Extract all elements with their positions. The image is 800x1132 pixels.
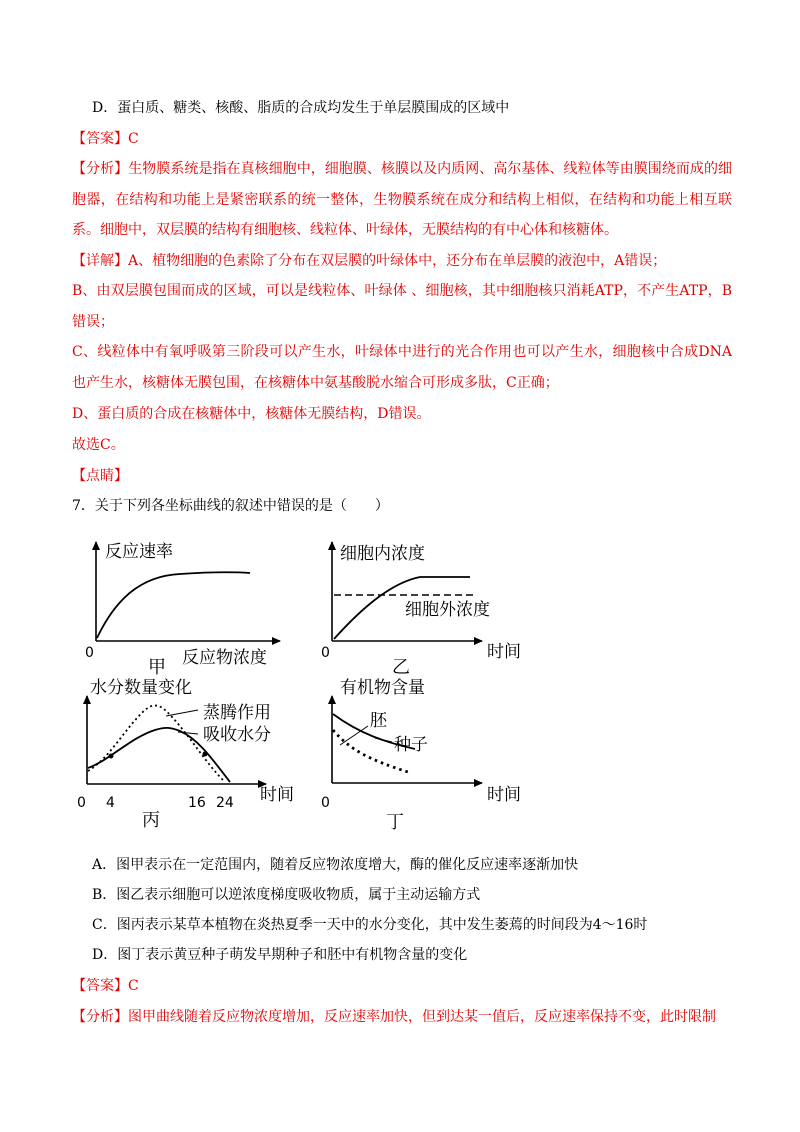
q7-stem: 7．关于下列各坐标曲线的叙述中错误的是（ ） (72, 498, 389, 514)
answer-value: C (128, 131, 139, 147)
bing-y-label: 水分数量变化 (90, 678, 192, 698)
analysis-tag: 【分析】 (72, 1009, 128, 1025)
detail-tag: 【详解】 (72, 253, 128, 269)
yi-origin: 0 (321, 645, 330, 661)
bing-series1-label: 蒸腾作用 (203, 703, 271, 723)
q7-option-a: A．图甲表示在一定范围内，随着反应物浓度增大，酶的催化反应速率逐渐加快 (92, 857, 579, 873)
yi-x-label: 时间 (487, 642, 521, 662)
yi-y-label: 细胞内浓度 (340, 544, 425, 564)
q6-answer (72, 129, 139, 149)
q7-figure (70, 528, 540, 838)
ding-series1-label: 胚 (370, 711, 387, 731)
q6-choose: 故选C。 (72, 437, 125, 453)
jia-caption: 甲 (148, 657, 166, 678)
bing-caption: 丙 (142, 810, 160, 831)
analysis-text: 生物膜系统是指在真核细胞中，细胞膜、核膜以及内质网、高尔基体、线粒体等由膜围绕而成的细胞器，在结构和功能上是紧密联系的统一整体，生物膜系统在成分和结构上相似，在结构和功能上相互联系。细胞中，双层膜的结构有细胞核、线粒体、叶绿体，无膜结构的有中心体和核糖体。 (72, 161, 733, 238)
detail-a-text: A、植物细胞的色素除了分布在双层膜的叶绿体中，还分布在单层膜的液泡中，A错误； (128, 253, 667, 269)
bing-leader-2 (178, 732, 198, 734)
bing-point-4 (109, 754, 114, 759)
bing-tick-16: 16 (188, 795, 206, 811)
ding-caption: 丁 (386, 812, 404, 833)
q6-option-d: D．蛋白质、糖类、核酸、脂质的合成均发生于单层膜围成的区域中 (92, 100, 510, 116)
chart-bing (77, 678, 294, 831)
bing-point-16 (203, 752, 208, 757)
bing-tick-4: 4 (106, 795, 115, 811)
answer-tag: 【答案】 (72, 131, 128, 147)
bing-tick-24: 24 (216, 795, 234, 811)
q6-detail-b: B、由双层膜包围而成的区域，可以是线粒体、叶绿体 、细胞核，其中细胞核只消耗ATP，不产生ATP，B错误； (72, 283, 732, 330)
bing-leader-1 (166, 710, 198, 716)
chart-jia (85, 542, 280, 678)
bing-series2-label: 吸收水分 (203, 725, 271, 745)
jia-curve (97, 572, 250, 638)
q7-option-c: C．图丙表示某草本植物在炎热夏季一天中的水分变化，其中发生萎蔫的时间段为4～16时 (92, 917, 648, 933)
chart-yi (321, 542, 521, 678)
answer-value: C (128, 978, 139, 994)
yi-caption: 乙 (392, 657, 410, 678)
chart-ding (321, 678, 521, 833)
yi-dashed-label: 细胞外浓度 (405, 600, 490, 620)
ding-x-label: 时间 (487, 785, 521, 805)
bing-x-label: 时间 (260, 785, 294, 805)
ding-y-label: 有机物含量 (340, 678, 425, 698)
q7-analysis (72, 1007, 732, 1027)
ding-leader-seed (375, 738, 392, 742)
analysis-tag: 【分析】 (72, 161, 129, 177)
ding-leader-embryo (340, 726, 368, 745)
answer-tag: 【答案】 (72, 978, 128, 994)
q6-detail-a (72, 251, 666, 271)
ding-series2-label: 种子 (394, 735, 428, 755)
jia-origin: 0 (85, 645, 94, 661)
jia-y-label: 反应速率 (105, 542, 173, 562)
ding-origin: 0 (321, 795, 330, 811)
q7-option-d: D．图丁表示黄豆种子萌发早期种子和胚中有机物含量的变化 (92, 947, 468, 963)
q7-option-b: B．图乙表示细胞可以逆浓度梯度吸收物质，属于主动运输方式 (92, 887, 481, 903)
q7-answer (72, 976, 139, 996)
bing-origin: 0 (77, 795, 86, 811)
analysis-text: 图甲曲线随着反应物浓度增加，反应速率加快，但到达某一值后，反应速率保持不变，此时限制 (128, 1009, 716, 1025)
jia-x-label: 反应物浓度 (182, 648, 267, 668)
q6-analysis (72, 154, 732, 246)
q6-comment-tag: 【点睛】 (72, 468, 128, 484)
q6-detail-c: C、线粒体中有氧呼吸第三阶段可以产生水，叶绿体中进行的光合作用也可以产生水，细胞核中合成DNA也产生水，核糖体无膜包围，在核糖体中氨基酸脱水缩合可形成多肽，C正确； (72, 344, 732, 391)
q6-detail-d: D、蛋白质的合成在核糖体中，核糖体无膜结构，D错误。 (72, 406, 431, 422)
